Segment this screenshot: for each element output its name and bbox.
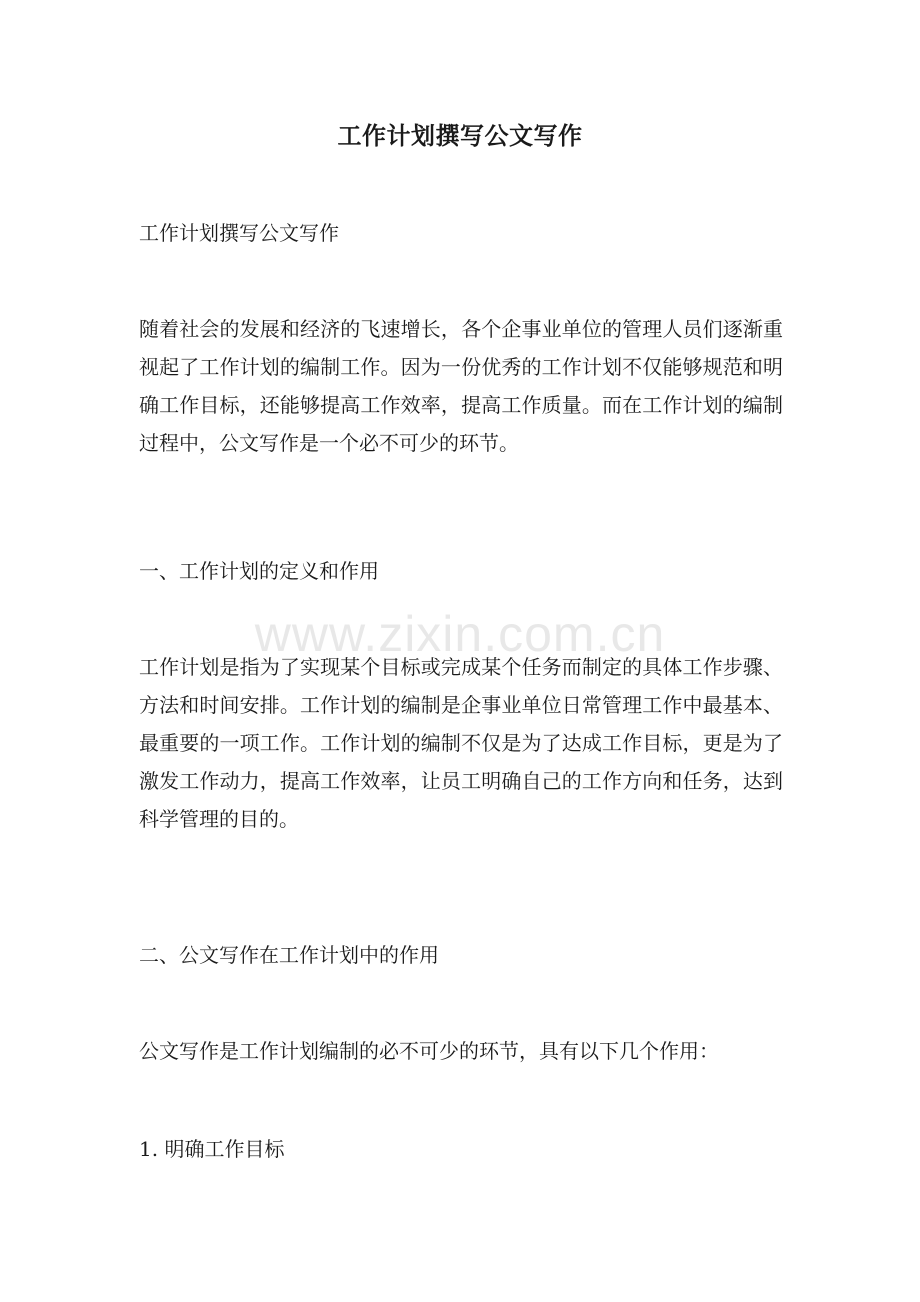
intro-paragraph: 随着社会的发展和经济的飞速增长，各个企事业单位的管理人员们逐渐重视起了工作计划的编制工作。因为一份优秀的工作计划不仅能够规范和明确工作目标，还能够提高工作效率，提高工作质量。而在工作计划的编制过程中，公文写作是一个必不可少的环节。 — [139, 317, 783, 455]
document-title: 工作计划撰写公文写作 — [337, 121, 583, 150]
section-2-paragraph: 公文写作是工作计划编制的必不可少的环节，具有以下几个作用： — [139, 1039, 719, 1063]
document-subtitle: 工作计划撰写公文写作 — [139, 221, 339, 245]
item-1-heading: 1. 明确工作目标 — [139, 1137, 285, 1161]
section-1-paragraph: 工作计划是指为了实现某个目标或完成某个任务而制定的具体工作步骤、方法和时间安排。工作计划的编制是企事业单位日常管理工作中最基本、最重要的一项工作。工作计划的编制不仅是为了达成工作目标，更是为了激发工作动力，提高工作效率，让员工明确自己的工作方向和任务，达到科学管理的目的。 — [139, 655, 783, 831]
section-1-heading: 一、工作计划的定义和作用 — [139, 559, 379, 583]
section-2-heading: 二、公文写作在工作计划中的作用 — [139, 943, 439, 967]
watermark: www.zixin.com.cn — [254, 606, 666, 662]
